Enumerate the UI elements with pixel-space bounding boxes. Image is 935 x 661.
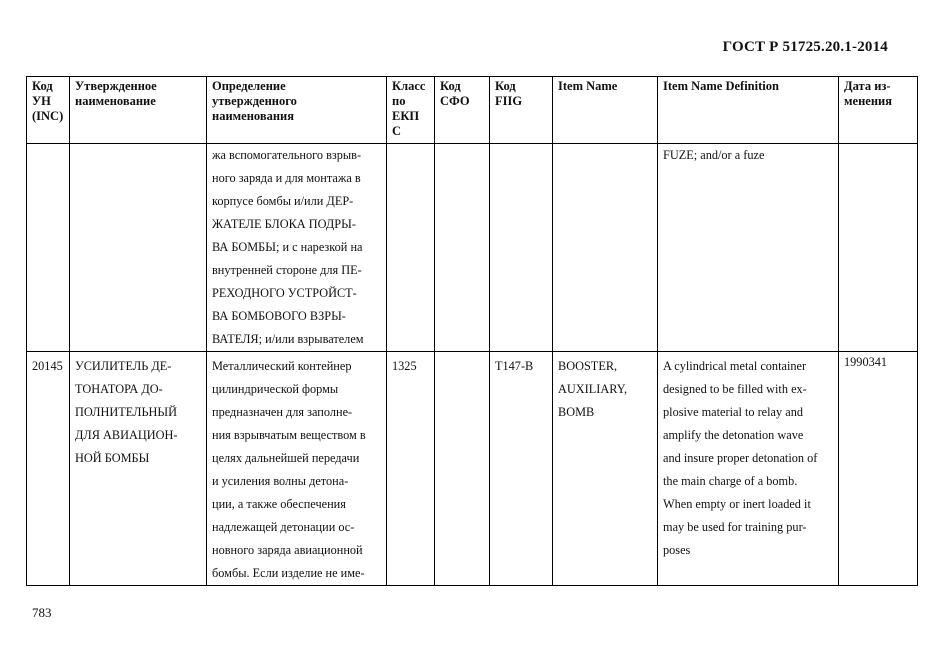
cell-sfo	[435, 352, 490, 586]
text-line: ВА БОМБЫ; и с нарезкой на	[212, 240, 363, 254]
text-line: надлежащей детонации ос-	[212, 520, 355, 534]
cell-inc	[27, 352, 70, 586]
header-line: Класс	[392, 79, 426, 93]
col-header-class	[387, 77, 435, 144]
cell-change-date	[839, 144, 918, 352]
text-line: и усиления волны детона-	[212, 474, 349, 488]
header-line: Код	[495, 79, 516, 93]
col-header-sfo	[435, 77, 490, 144]
text-line: НОЙ БОМБЫ	[75, 451, 150, 465]
text-line: жа вспомогательного взрыв-	[212, 148, 362, 162]
class-code: 1325	[392, 359, 417, 373]
text-line: целях дальнейшей передачи	[212, 451, 360, 465]
col-header-definition	[207, 77, 387, 144]
document-header: ГОСТ Р 51725.20.1-2014	[722, 39, 888, 55]
text-line: внутренней стороне для ПЕ-	[212, 263, 362, 277]
text-line: цилиндрической формы	[212, 382, 339, 396]
text-line: предназначен для заполне-	[212, 405, 353, 419]
header-line: менения	[844, 94, 892, 108]
table-header-row	[27, 77, 918, 144]
header-line: Item Name Definition	[663, 79, 779, 93]
table-row-continuation	[27, 144, 918, 352]
cell-fiig	[490, 352, 553, 586]
col-header-approved-name	[70, 77, 207, 144]
text-line: plosive material to relay and	[663, 405, 803, 419]
header-line: по	[392, 94, 406, 108]
col-header-change-date	[839, 77, 918, 144]
header-line: Item Name	[558, 79, 618, 93]
text-line: ния взрывчатым веществом в	[212, 428, 366, 442]
text-line: ЖАТЕЛЕ БЛОКА ПОДРЫ-	[212, 217, 356, 231]
table-row	[27, 352, 918, 586]
text-line: ного заряда и для монтажа в	[212, 171, 361, 185]
text-line: бомбы. Если изделие не име-	[212, 566, 365, 580]
cell-change-date	[839, 352, 918, 586]
header-line: УН	[32, 94, 51, 108]
cell-fiig	[490, 144, 553, 352]
text-line: ции, а также обеспечения	[212, 497, 346, 511]
text-line: poses	[663, 543, 691, 557]
cell-definition-ru	[207, 352, 387, 586]
col-header-item-name	[553, 77, 658, 144]
header-line: Дата из-	[844, 79, 891, 93]
text-line: корпусе бомбы и/или ДЕР-	[212, 194, 354, 208]
header-line: С	[392, 124, 402, 138]
header-line: наименования	[212, 109, 295, 123]
col-header-fiig	[490, 77, 553, 144]
cell-approved-name	[70, 144, 207, 352]
cell-item-name	[553, 352, 658, 586]
page-number: 783	[32, 605, 52, 620]
cell-class	[387, 144, 435, 352]
fiig-code: T147-B	[495, 359, 534, 373]
text-line: AUXILIARY,	[558, 382, 628, 396]
catalog-table	[26, 76, 918, 586]
text-line: amplify the detonation wave	[663, 428, 804, 442]
text-line: designed to be filled with ex-	[663, 382, 807, 396]
text-line: ТОНАТОРА ДО-	[75, 382, 163, 396]
col-header-item-name-definition	[658, 77, 839, 144]
header-line: утвержденного	[212, 94, 297, 108]
cell-approved-name	[70, 352, 207, 586]
cell-definition-en	[658, 352, 839, 586]
text-line: Металлический контейнер	[212, 359, 352, 373]
header-line: Код	[440, 79, 461, 93]
cell-definition-en	[658, 144, 839, 352]
cell-definition-ru	[207, 144, 387, 352]
text-line: ВА БОМБОВОГО ВЗРЫ-	[212, 309, 346, 323]
cell-item-name	[553, 144, 658, 352]
text-line: ДЛЯ АВИАЦИОН-	[75, 428, 178, 442]
cell-class	[387, 352, 435, 586]
text-line: ВАТЕЛЯ; и/или взрывателем	[212, 332, 364, 346]
header-line: Код	[32, 79, 53, 93]
text-line: When empty or inert loaded it	[663, 497, 811, 511]
cell-sfo	[435, 144, 490, 352]
text-line: РЕХОДНОГО УСТРОЙСТ-	[212, 286, 357, 300]
header-line: Утвержденное	[75, 79, 157, 93]
text-line: the main charge of a bomb.	[663, 474, 798, 488]
text-line: BOOSTER,	[558, 359, 618, 373]
change-date: 1990341	[844, 355, 888, 369]
text-line: may be used for training pur-	[663, 520, 807, 534]
header-line: Определение	[212, 79, 286, 93]
cell-inc	[27, 144, 70, 352]
header-line: наименование	[75, 94, 156, 108]
text-line: новного заряда авиационной	[212, 543, 363, 557]
text-line: FUZE; and/or a fuze	[663, 148, 765, 162]
text-line: and insure proper detonation of	[663, 451, 818, 465]
inc-code: 20145	[32, 359, 63, 373]
col-header-inc	[27, 77, 70, 144]
text-line: A cylindrical metal container	[663, 359, 807, 373]
header-line: ЕКП	[392, 109, 420, 123]
text-line: BOMB	[558, 405, 595, 419]
header-line: FIIG	[495, 94, 523, 108]
text-line: ПОЛНИТЕЛЬНЫЙ	[75, 405, 177, 419]
header-line: СФО	[440, 94, 470, 108]
text-line: УСИЛИТЕЛЬ ДЕ-	[75, 359, 172, 373]
header-line: (INC)	[32, 109, 64, 123]
